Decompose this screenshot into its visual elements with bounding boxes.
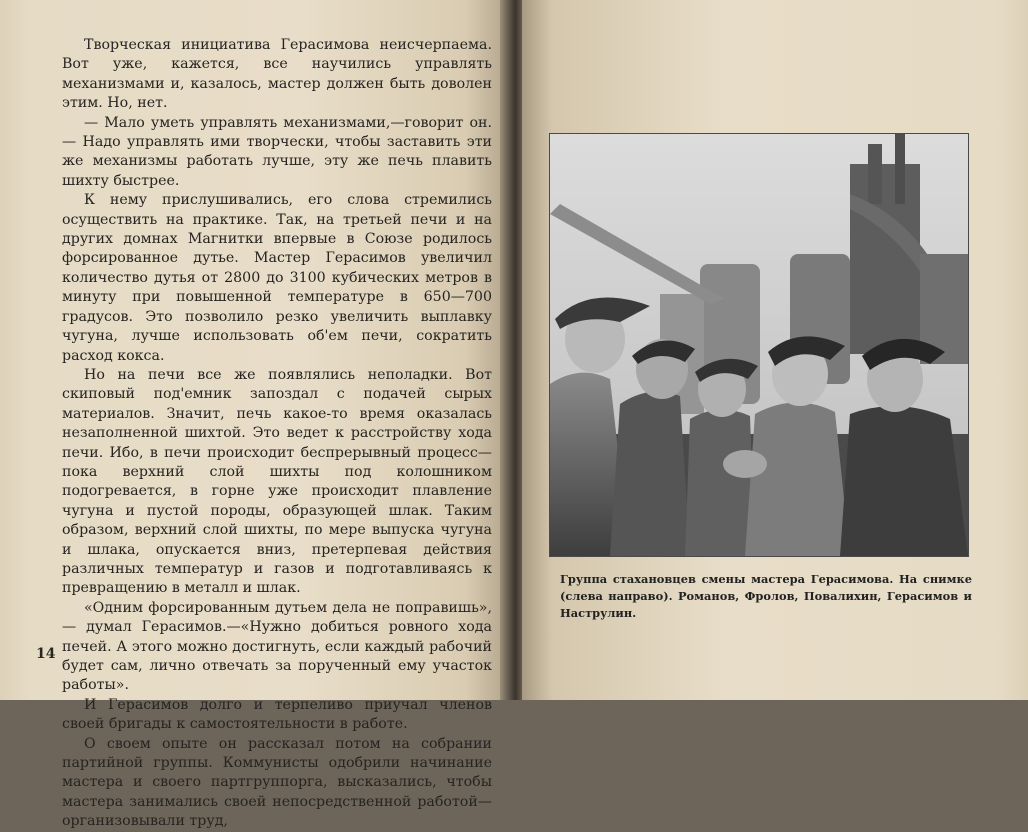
left-page [0,0,506,830]
paragraph: К нему прислушивались, его слова стремились осуществить на практике. Так, на третьей печи и на других домнах Магнитки впервые в Союзе родилось форсированное дутье. Мастер Герасимов увеличил количество дутья от 2800 до 3100 кубических метров в минуту при повышенной температуре в 650—700 градусов. Это позволило резко увеличить выплавку чугуна, лучше использовать об'ем печи, сократить расход кокса. [62,192,492,364]
paragraph: Творческая инициатива Герасимова неисчерпаема. Вот уже, кажется, все научились управлять механизмами и, казалось, мастер должен быть доволен этим. Но, нет. [62,37,492,112]
paragraph: И Герасимов долго и терпеливо приучал членов своей бригады к самостоятельности в работе. [62,696,492,733]
paragraph: «Одним форсированным дутьем дела не поправишь»,— думал Герасимов.—«Нужно добиться ровного хода печей. А этого можно достигнуть, если каждый рабочий будет сам, лично отвечать за порученный ему участок работы». [62,599,492,694]
group-photo [549,133,969,557]
paragraph: — Мало уметь управлять механизмами,—говорит он.— Надо управлять ими творчески, чтобы заставить эти же механизмы работать лучше, эту же печь плавить шихту быстрее. [62,114,492,189]
paragraph: О своем опыте он рассказал потом на собрании партийной группы. Коммунисты одобрили начинание мастера и своего партгруппорга, высказались, чтобы мастера занимались своей непосредственной работой—организовывали труд, [62,735,492,830]
photo-image [550,134,968,556]
page-number: 14 [36,646,56,662]
paragraph: Но на печи все же появлялись неполадки. Вот скиповый под'емник запоздал с подачей сырых материалов. Значит, печь какое-то время оказалась незаполненной шихтой. Это ведет к расстройству хода печи. Ибо, в печи происходит беспрерывный процесс—пока верхний слой шихты под колошником подогревается, в горне уже происходит плавление чугуна и пустой породы, образующей шлак. Таким образом, верхний слой шихты, по мере выпуска чугуна и шлака, опускается вниз, претерпевая действия различных температур и газов и подготавливаясь к превращению в металл и шлак. [62,366,492,597]
photo-caption: Группа стахановцев смены мастера Герасимова. На снимке (слева направо). Романов, Фролов, Повалихин, Герасимов и Наструлин. [560,572,972,620]
body-text [62,36,492,832]
